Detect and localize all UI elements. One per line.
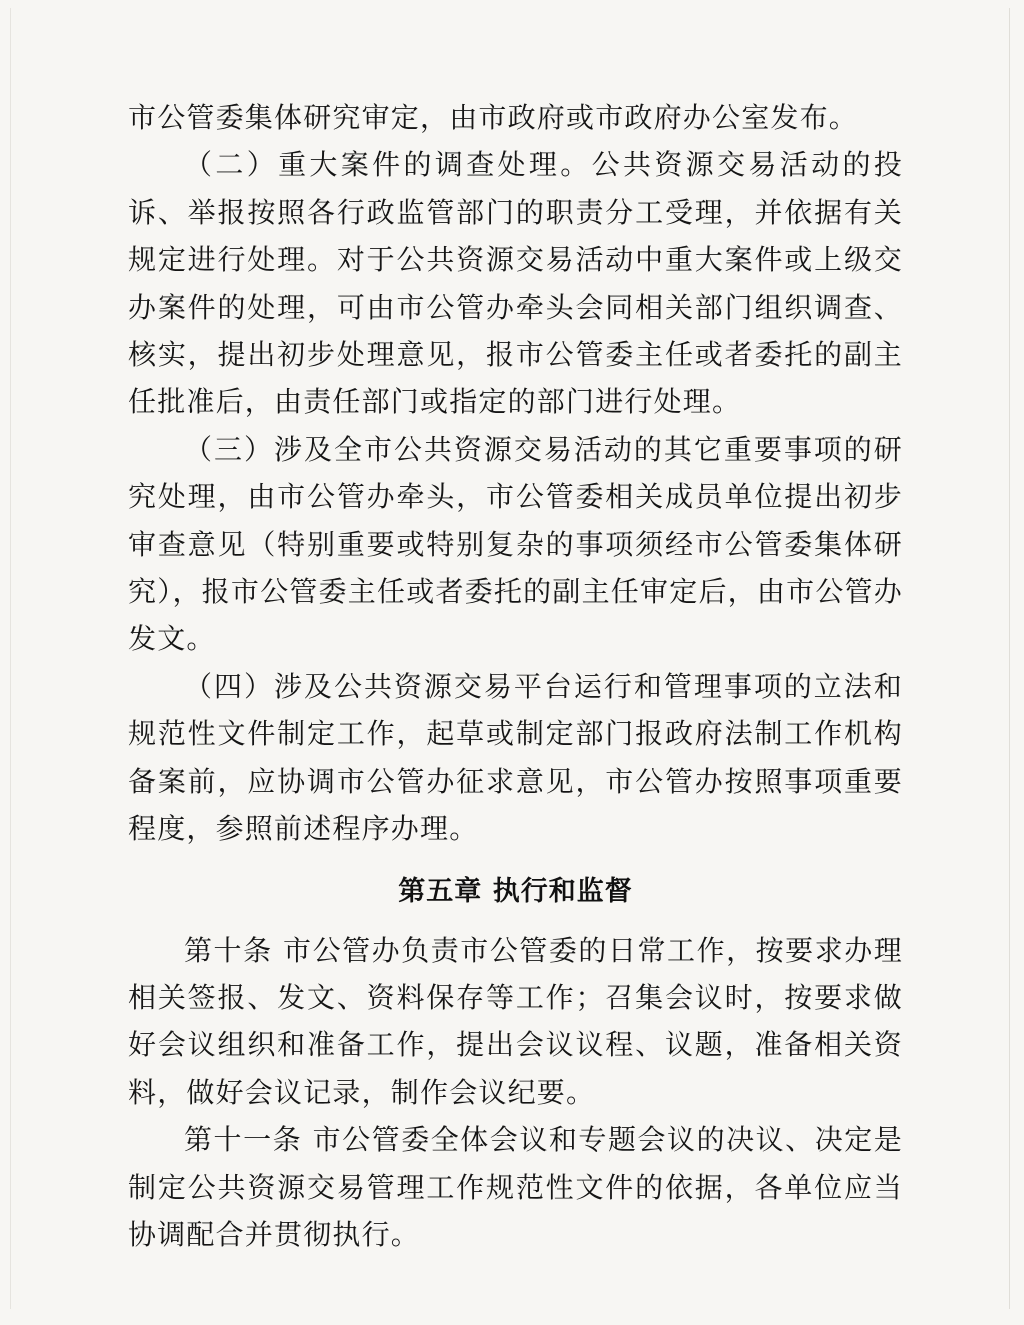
paragraph-item-2: （二）重大案件的调查处理。公共资源交易活动的投诉、举报按照各行政监管部门的职责分工受理，并依据有关规定进行处理。对于公共资源交易活动中重大案件或上级交办案件的处理，可由市公管办牵头会同相关部门组织调查、核实，提出初步处理意见，报市公管委主任或者委托的副主任批准后，由责任部门或指定的部门进行处理。	[128, 148, 903, 419]
paragraph-item-3: （三）涉及全市公共资源交易活动的其它重要事项的研究处理，由市公管办牵头，市公管委相关成员单位提出初步审查意见（特别重要或特别复杂的事项须经市公管委集体研究），报市公管委主任或者委托的副主任审定后，由市公管办发文。	[128, 432, 903, 656]
document-body	[128, 94, 903, 1258]
chapter-title: 第五章 执行和监督	[398, 875, 633, 907]
paragraph-item-4: （四）涉及公共资源交易平台运行和管理事项的立法和规范性文件制定工作，起草或制定部门报政府法制工作机构备案前，应协调市公管办征求意见，市公管办按照事项重要程度，参照前述程序办理。	[128, 669, 903, 846]
paragraph-continuation: 市公管委集体研究审定，由市政府或市政府办公室发布。	[128, 101, 859, 134]
article-11: 第十一条 市公管委全体会议和专题会议的决议、决定是制定公共资源交易管理工作规范性文件的依据，各单位应当协调配合并贯彻执行。	[128, 1123, 903, 1251]
article-10: 第十条 市公管办负责市公管委的日常工作，按要求办理相关签报、发文、资料保存等工作；召集会议时，按要求做好会议组织和准备工作，提出会议议程、议题，准备相关资料，做好会议记录，制作会议纪要。	[128, 933, 903, 1109]
